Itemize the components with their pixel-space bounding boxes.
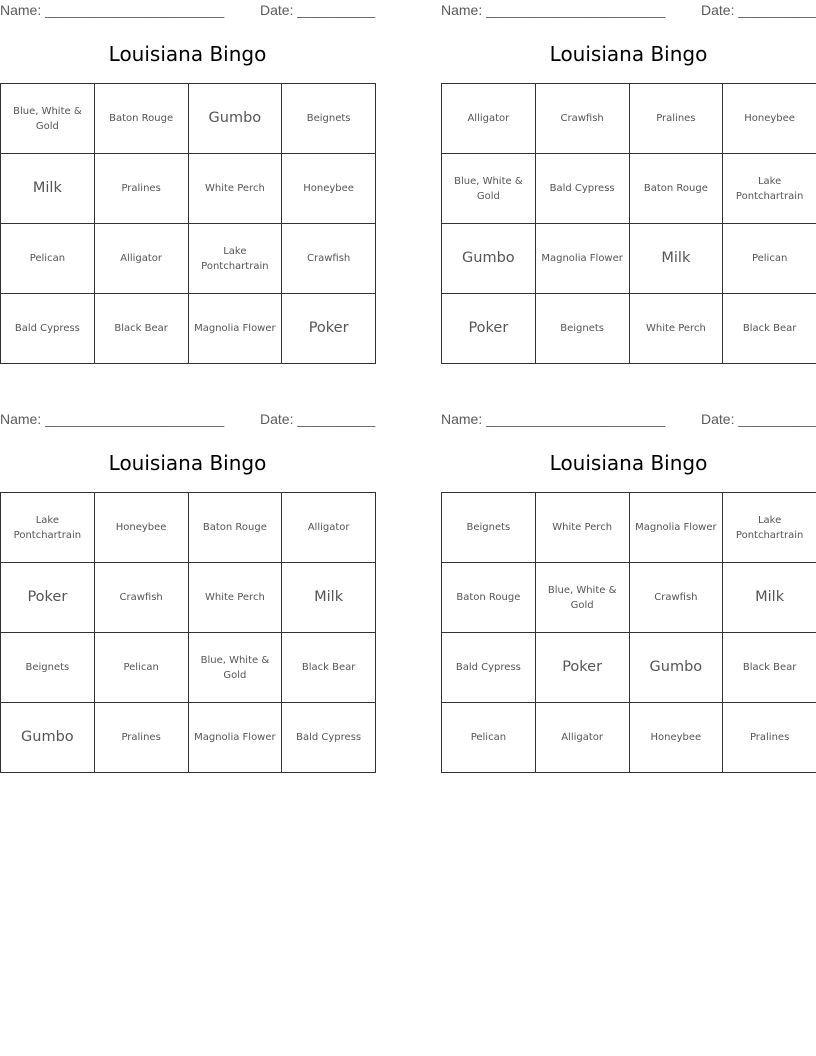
name-field[interactable]: Name: _______________________ <box>441 411 666 427</box>
date-field[interactable]: Date: __________ <box>701 411 816 427</box>
date-field[interactable]: Date: __________ <box>260 2 376 18</box>
bingo-cell[interactable]: Poker <box>1 563 95 633</box>
bingo-cell[interactable]: Bald Cypress <box>282 703 376 773</box>
bingo-cell[interactable]: Black Bear <box>282 633 376 703</box>
bingo-cell[interactable]: Blue, White & Gold <box>188 633 282 703</box>
bingo-cell[interactable]: Alligator <box>442 84 536 154</box>
bingo-cell[interactable]: Bald Cypress <box>1 294 95 364</box>
bingo-cell[interactable]: Black Bear <box>94 294 188 364</box>
bingo-cell[interactable]: Alligator <box>282 493 376 563</box>
name-date-row <box>0 2 375 20</box>
bingo-cell[interactable]: Beignets <box>282 84 376 154</box>
bingo-row <box>1 154 376 224</box>
bingo-row <box>442 563 816 633</box>
bingo-cell[interactable]: Magnolia Flower <box>629 493 723 563</box>
bingo-cell[interactable]: Magnolia Flower <box>188 703 282 773</box>
bingo-grid <box>0 492 376 773</box>
bingo-cell[interactable]: Crawfish <box>282 224 376 294</box>
bingo-cell[interactable]: Gumbo <box>188 84 282 154</box>
bingo-grid <box>441 83 816 364</box>
name-date-row <box>441 411 816 429</box>
bingo-cell[interactable]: Poker <box>442 294 536 364</box>
card-title: Louisiana Bingo <box>108 451 267 475</box>
card-title: Louisiana Bingo <box>549 42 708 66</box>
bingo-cell[interactable]: White Perch <box>188 563 282 633</box>
bingo-row <box>1 294 376 364</box>
bingo-cell[interactable]: Lake Pontchartrain <box>723 154 816 224</box>
bingo-cell[interactable]: Milk <box>1 154 95 224</box>
bingo-cell[interactable]: Milk <box>282 563 376 633</box>
bingo-grid <box>441 492 816 773</box>
bingo-row <box>442 84 816 154</box>
bingo-cell[interactable]: Honeybee <box>723 84 816 154</box>
bingo-cell[interactable]: Gumbo <box>1 703 95 773</box>
bingo-cell[interactable]: Blue, White & Gold <box>442 154 536 224</box>
bingo-cell[interactable]: Lake Pontchartrain <box>188 224 282 294</box>
bingo-cell[interactable]: Milk <box>723 563 816 633</box>
name-field[interactable]: Name: _______________________ <box>441 2 666 18</box>
bingo-cell[interactable]: Gumbo <box>629 633 723 703</box>
bingo-cell[interactable]: Blue, White & Gold <box>535 563 629 633</box>
bingo-cell[interactable]: Bald Cypress <box>442 633 536 703</box>
bingo-row <box>442 294 816 364</box>
bingo-cell[interactable]: Beignets <box>442 493 536 563</box>
bingo-cell[interactable]: Crawfish <box>94 563 188 633</box>
name-field[interactable]: Name: _______________________ <box>0 411 225 427</box>
bingo-cell[interactable]: Bald Cypress <box>535 154 629 224</box>
bingo-cell[interactable]: White Perch <box>188 154 282 224</box>
bingo-cell[interactable]: Pelican <box>723 224 816 294</box>
bingo-row <box>1 633 376 703</box>
bingo-cell[interactable]: Pelican <box>442 703 536 773</box>
bingo-row <box>442 493 816 563</box>
bingo-cell[interactable]: Milk <box>629 224 723 294</box>
bingo-cell[interactable]: Baton Rouge <box>188 493 282 563</box>
bingo-cell[interactable]: Alligator <box>535 703 629 773</box>
date-field[interactable]: Date: __________ <box>701 2 816 18</box>
bingo-cell[interactable]: Pralines <box>629 84 723 154</box>
bingo-row <box>442 633 816 703</box>
bingo-cell[interactable]: Pelican <box>94 633 188 703</box>
bingo-cell[interactable]: Crawfish <box>629 563 723 633</box>
bingo-cell[interactable]: White Perch <box>535 493 629 563</box>
bingo-cell[interactable]: Honeybee <box>282 154 376 224</box>
bingo-cell[interactable]: Beignets <box>535 294 629 364</box>
bingo-cell[interactable]: Blue, White & Gold <box>1 84 95 154</box>
bingo-grid <box>0 83 376 364</box>
bingo-cell[interactable]: Poker <box>535 633 629 703</box>
bingo-cell[interactable]: Beignets <box>1 633 95 703</box>
name-field[interactable]: Name: _______________________ <box>0 2 225 18</box>
bingo-cell[interactable]: Alligator <box>94 224 188 294</box>
bingo-cell[interactable]: Pralines <box>94 154 188 224</box>
bingo-cell[interactable]: Pralines <box>723 703 816 773</box>
bingo-row <box>442 224 816 294</box>
bingo-cell[interactable]: Black Bear <box>723 294 816 364</box>
bingo-cell[interactable]: Pralines <box>94 703 188 773</box>
bingo-cell[interactable]: Magnolia Flower <box>535 224 629 294</box>
bingo-row <box>1 493 376 563</box>
date-field[interactable]: Date: __________ <box>260 411 376 427</box>
bingo-row <box>1 703 376 773</box>
card-title: Louisiana Bingo <box>108 42 267 66</box>
bingo-cell[interactable]: Magnolia Flower <box>188 294 282 364</box>
bingo-row <box>1 84 376 154</box>
bingo-cell[interactable]: Lake Pontchartrain <box>1 493 95 563</box>
bingo-cell[interactable]: Baton Rouge <box>94 84 188 154</box>
name-date-row <box>0 411 375 429</box>
bingo-cell[interactable]: Honeybee <box>94 493 188 563</box>
bingo-row <box>1 224 376 294</box>
bingo-row <box>442 703 816 773</box>
bingo-cell[interactable]: Baton Rouge <box>629 154 723 224</box>
bingo-cell[interactable]: Black Bear <box>723 633 816 703</box>
bingo-cell[interactable]: Gumbo <box>442 224 536 294</box>
bingo-cell[interactable]: White Perch <box>629 294 723 364</box>
bingo-cell[interactable]: Crawfish <box>535 84 629 154</box>
name-date-row <box>441 2 816 20</box>
bingo-cell[interactable]: Pelican <box>1 224 95 294</box>
bingo-cell[interactable]: Baton Rouge <box>442 563 536 633</box>
bingo-cell[interactable]: Honeybee <box>629 703 723 773</box>
bingo-row <box>1 563 376 633</box>
bingo-cell[interactable]: Poker <box>282 294 376 364</box>
card-title: Louisiana Bingo <box>549 451 708 475</box>
bingo-cell[interactable]: Lake Pontchartrain <box>723 493 816 563</box>
bingo-row <box>442 154 816 224</box>
